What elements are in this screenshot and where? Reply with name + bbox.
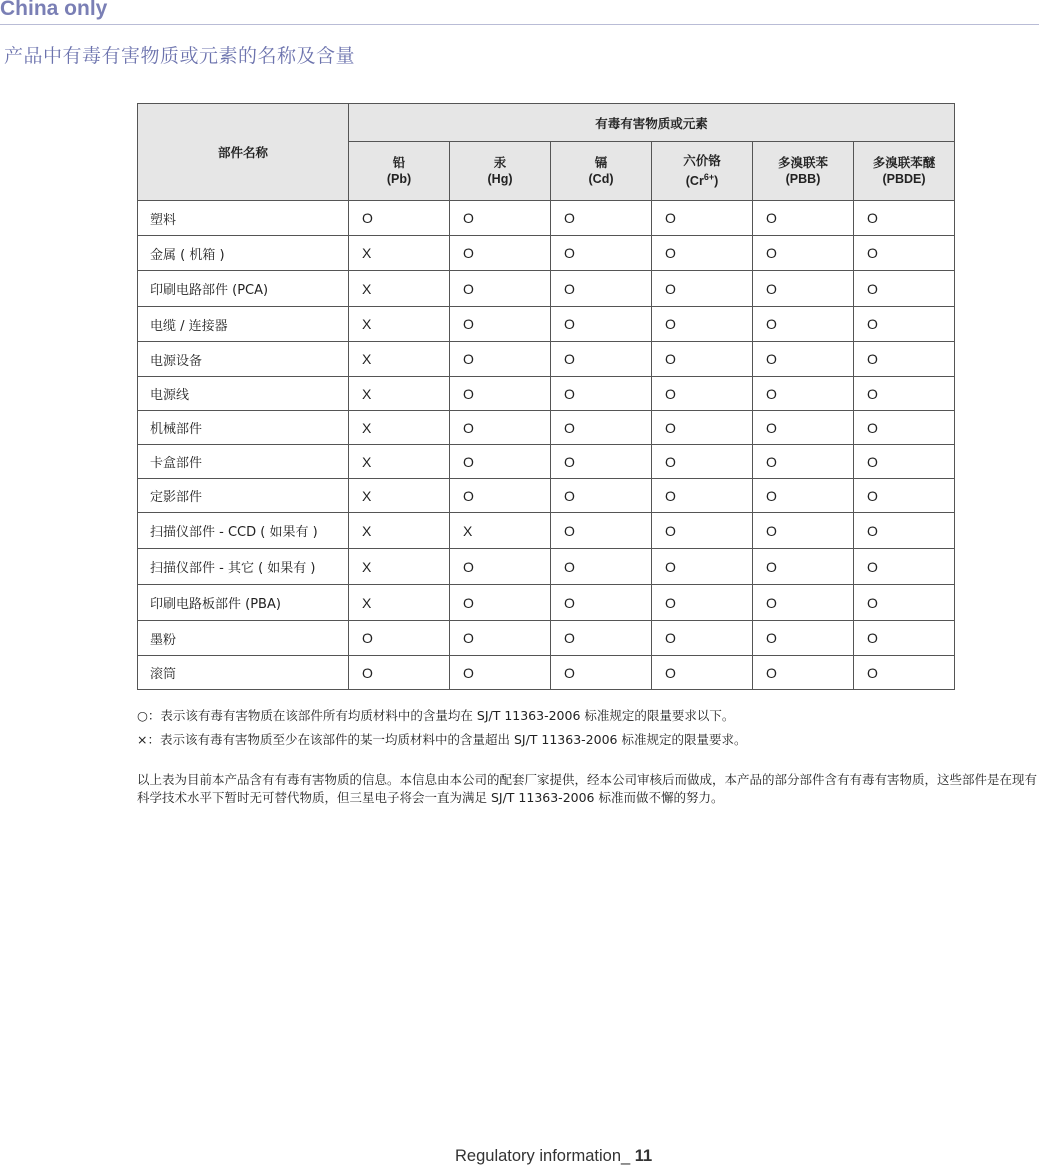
column-header-cd — [551, 142, 652, 201]
mark-cell: O — [450, 445, 551, 479]
table-row — [138, 549, 955, 585]
mark-cell: X — [349, 585, 450, 621]
mark-cell: O — [551, 585, 652, 621]
mark-cell: O — [551, 549, 652, 585]
mark-cell: O — [551, 656, 652, 690]
table-body — [138, 201, 955, 690]
part-name-cell: 滚筒 — [138, 656, 349, 690]
mark-cell: X — [349, 377, 450, 411]
mark-cell: O — [652, 307, 753, 342]
mark-cell: O — [753, 411, 854, 445]
column-formula: (Hg) — [487, 172, 513, 186]
mark-cell: O — [450, 656, 551, 690]
mark-cell: O — [753, 271, 854, 307]
substance-group-header: 有毒有害物质或元素 — [349, 104, 955, 142]
mark-cell: O — [652, 585, 753, 621]
mark-cell: O — [551, 621, 652, 656]
mark-cell: O — [652, 201, 753, 236]
column-header-hg — [450, 142, 551, 201]
part-name-cell: 金属 ( 机箱 ) — [138, 236, 349, 271]
mark-cell: O — [551, 479, 652, 513]
column-name: 多溴联苯 — [777, 155, 828, 170]
table-row — [138, 656, 955, 690]
column-formula: (PBDE) — [882, 172, 926, 186]
mark-cell: O — [652, 656, 753, 690]
column-formula: (Cd) — [588, 172, 614, 186]
part-name-cell: 卡盒部件 — [138, 445, 349, 479]
mark-cell: O — [652, 411, 753, 445]
mark-cell: X — [349, 445, 450, 479]
mark-cell: O — [450, 307, 551, 342]
mark-cell: O — [854, 201, 955, 236]
column-header-pbb — [753, 142, 854, 201]
mark-cell: O — [652, 271, 753, 307]
mark-cell: O — [854, 236, 955, 271]
column-name: 铅 — [392, 155, 406, 170]
mark-cell: O — [854, 411, 955, 445]
note-compliant: ○：表示该有毒有害物质在该部件所有均质材料中的含量均在 SJ/T 11363-2006 标准规定的限量要求以下。 — [137, 708, 735, 723]
mark-cell: O — [551, 236, 652, 271]
table-row — [138, 342, 955, 377]
mark-cell: O — [652, 549, 753, 585]
note-exceeds: ×：表示该有毒有害物质至少在该部件的某一均质材料中的含量超出 SJ/T 11363-2006 标准规定的限量要求。 — [137, 732, 747, 747]
mark-cell: O — [652, 445, 753, 479]
mark-cell: X — [349, 513, 450, 549]
mark-cell: X — [349, 549, 450, 585]
mark-cell: O — [854, 307, 955, 342]
mark-cell: O — [854, 342, 955, 377]
mark-cell: O — [753, 656, 854, 690]
mark-cell: O — [753, 236, 854, 271]
mark-cell: O — [753, 307, 854, 342]
mark-cell: O — [753, 549, 854, 585]
mark-cell: O — [753, 201, 854, 236]
part-name-header: 部件名称 — [138, 104, 349, 201]
mark-cell: O — [349, 656, 450, 690]
part-name-cell: 塑料 — [138, 201, 349, 236]
column-header-pb — [349, 142, 450, 201]
column-name: 多溴联苯醚 — [872, 155, 936, 170]
mark-cell: O — [450, 585, 551, 621]
table-row — [138, 411, 955, 445]
column-name: 六价铬 — [683, 152, 721, 168]
column-name: 汞 — [493, 155, 507, 170]
part-name-cell: 墨粉 — [138, 621, 349, 656]
mark-cell: O — [854, 377, 955, 411]
mark-cell: O — [450, 201, 551, 236]
mark-cell: O — [652, 236, 753, 271]
footer-label: Regulatory information_ — [455, 1147, 631, 1165]
page-number: 11 — [634, 1147, 653, 1165]
substance-table — [137, 103, 955, 690]
mark-cell: O — [551, 513, 652, 549]
mark-cell: O — [450, 342, 551, 377]
column-header-cr6 — [652, 142, 753, 201]
disclosure-statement: 以上表为目前本产品含有有毒有害物质的信息。本信息由本公司的配套厂家提供，经本公司审核后而做成，本产品的部分部件含有有毒有害物质，这些部件是在现有科学技术水平下暂时无可替代物质，但三星电子将会一直为满足 SJ/T 11363-2006 标准而做不懈的努力。 — [137, 772, 1038, 805]
mark-cell: O — [450, 479, 551, 513]
mark-cell: O — [551, 271, 652, 307]
table-row — [138, 479, 955, 513]
page-footer — [455, 1147, 652, 1166]
mark-cell: O — [753, 621, 854, 656]
mark-cell: O — [854, 445, 955, 479]
mark-cell: O — [753, 377, 854, 411]
table-row — [138, 445, 955, 479]
part-name-cell: 电源设备 — [138, 342, 349, 377]
table-row — [138, 201, 955, 236]
part-name-cell: 电缆 / 连接器 — [138, 307, 349, 342]
mark-cell: O — [652, 621, 753, 656]
table-row — [138, 236, 955, 271]
table-row — [138, 585, 955, 621]
mark-cell: O — [551, 342, 652, 377]
mark-cell: X — [450, 513, 551, 549]
table-row — [138, 307, 955, 342]
table-row — [138, 513, 955, 549]
mark-cell: O — [450, 621, 551, 656]
part-name-cell: 扫描仪部件 - 其它 ( 如果有 ) — [138, 549, 349, 585]
mark-cell: O — [753, 445, 854, 479]
mark-cell: O — [753, 585, 854, 621]
part-name-cell: 扫描仪部件 - CCD ( 如果有 ) — [138, 513, 349, 549]
mark-cell: O — [652, 377, 753, 411]
mark-cell: O — [450, 549, 551, 585]
mark-cell: O — [551, 377, 652, 411]
table-row — [138, 271, 955, 307]
mark-cell: O — [753, 479, 854, 513]
mark-cell: O — [854, 513, 955, 549]
mark-cell: O — [551, 307, 652, 342]
mark-cell: O — [551, 201, 652, 236]
mark-cell: O — [450, 271, 551, 307]
mark-cell: O — [652, 479, 753, 513]
mark-cell: O — [652, 342, 753, 377]
mark-cell: X — [349, 307, 450, 342]
mark-cell: O — [551, 445, 652, 479]
mark-cell: O — [450, 236, 551, 271]
table-row — [138, 621, 955, 656]
part-name-cell: 电源线 — [138, 377, 349, 411]
mark-cell: O — [854, 585, 955, 621]
mark-cell: O — [854, 479, 955, 513]
mark-cell: O — [551, 411, 652, 445]
mark-cell: O — [854, 656, 955, 690]
mark-cell: X — [349, 479, 450, 513]
mark-cell: O — [349, 621, 450, 656]
column-name: 镉 — [594, 155, 608, 170]
mark-cell: O — [854, 621, 955, 656]
mark-cell: O — [450, 377, 551, 411]
mark-cell: O — [854, 271, 955, 307]
charge-superscript: 6+ — [703, 171, 715, 182]
mark-cell: O — [652, 513, 753, 549]
column-formula: $(Cr^{6+})$ — [685, 171, 719, 189]
mark-cell: O — [349, 201, 450, 236]
column-formula: (PBB) — [785, 172, 821, 186]
section-header-text: China only — [0, 0, 108, 20]
mark-cell: O — [753, 513, 854, 549]
mark-cell: X — [349, 342, 450, 377]
page-title: 产品中有毒有害物质或元素的名称及含量 — [4, 45, 356, 67]
section-header — [0, 0, 1039, 25]
column-formula: (Pb) — [386, 172, 412, 186]
part-name-cell: 定影部件 — [138, 479, 349, 513]
part-name-cell: 印刷电路板部件 (PBA) — [138, 585, 349, 621]
part-name-cell: 印刷电路部件 (PCA) — [138, 271, 349, 307]
mark-cell: X — [349, 236, 450, 271]
mark-cell: X — [349, 411, 450, 445]
mark-cell: O — [753, 342, 854, 377]
mark-cell: X — [349, 271, 450, 307]
mark-cell: O — [854, 549, 955, 585]
mark-cell: O — [450, 411, 551, 445]
column-header-pbde — [854, 142, 955, 201]
table-row — [138, 377, 955, 411]
part-name-cell: 机械部件 — [138, 411, 349, 445]
